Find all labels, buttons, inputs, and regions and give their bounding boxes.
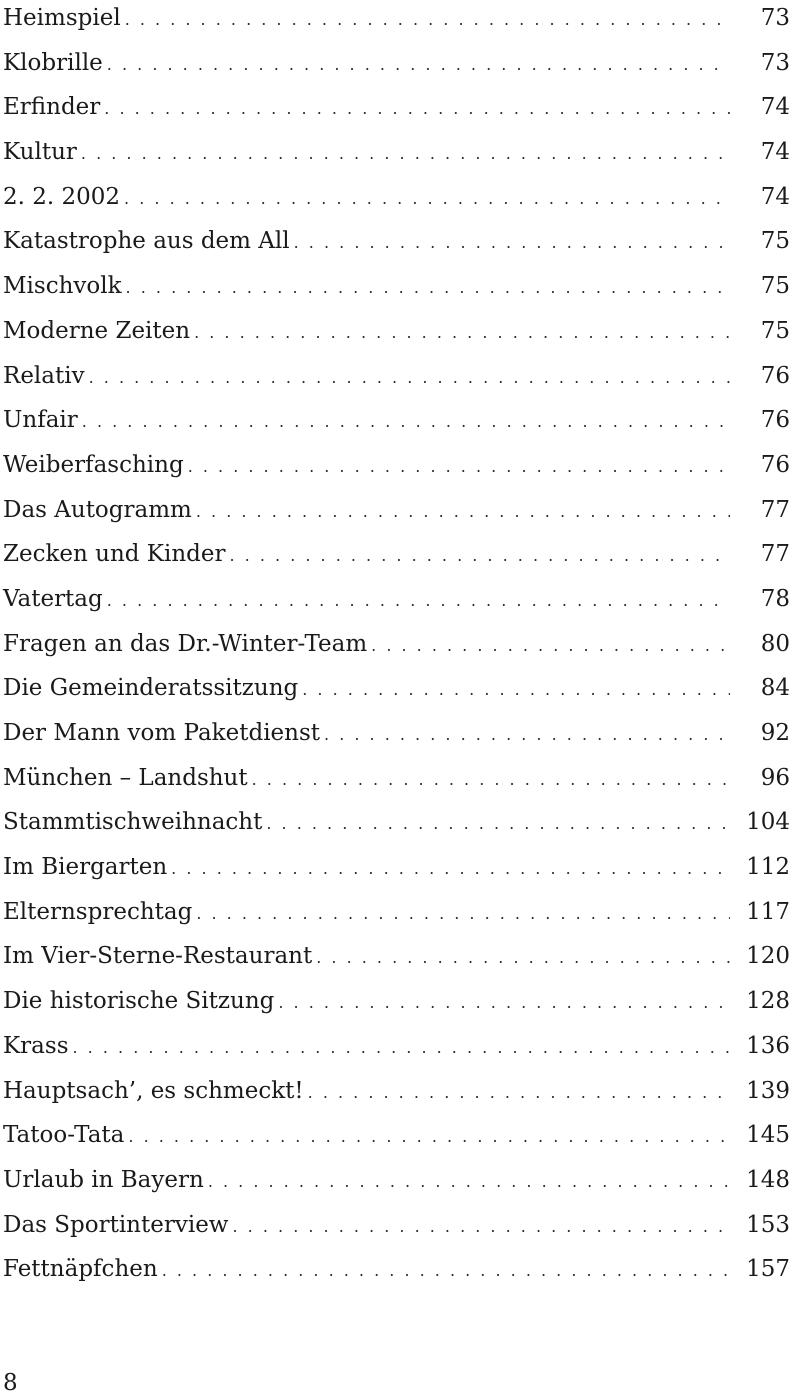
entry-title: Zecken und Kinder (3, 541, 226, 568)
entry-page-number: 136 (746, 1032, 790, 1059)
entry-page-number: 78 (760, 585, 790, 612)
dot-leader (104, 90, 730, 127)
entry-title: Das Sportinterview (3, 1211, 229, 1238)
dot-leader (128, 1118, 730, 1155)
dot-leader (266, 805, 730, 842)
entry-page-number: 76 (760, 362, 790, 389)
entry-page-number: 74 (760, 183, 790, 210)
toc-entry (3, 983, 790, 1028)
toc-entry (3, 581, 790, 626)
entry-page-number: 77 (760, 541, 790, 568)
toc-entry (3, 804, 790, 849)
toc-entry (3, 223, 790, 268)
entry-title: Heimspiel (3, 5, 121, 31)
toc-entry (3, 1207, 790, 1252)
toc-entry (3, 0, 790, 45)
entry-page-number: 73 (760, 5, 790, 31)
entry-title: Moderne Zeiten (3, 317, 191, 344)
entry-title: München – Landshut (3, 764, 248, 791)
entry-page-number: 153 (746, 1211, 790, 1238)
table-of-contents (3, 0, 790, 1296)
entry-title: Fragen an das Dr.-Winter-Team (3, 630, 368, 657)
toc-entry (3, 89, 790, 134)
dot-leader (308, 1074, 730, 1111)
entry-page-number: 117 (746, 898, 790, 925)
toc-entry (3, 1117, 790, 1162)
page-number: 8 (3, 1370, 18, 1396)
entry-title: Fettnäpfchen (3, 1256, 158, 1283)
dot-leader (107, 46, 730, 83)
entry-page-number: 128 (746, 988, 790, 1015)
entry-page-number: 145 (746, 1122, 790, 1149)
toc-entry (3, 1028, 790, 1073)
toc-entry (3, 938, 790, 983)
toc-entry (3, 715, 790, 760)
dot-leader (294, 224, 730, 261)
entry-page-number: 120 (746, 943, 790, 970)
entry-title: Erfinder (3, 94, 101, 121)
dot-leader (208, 1163, 730, 1200)
dot-leader (125, 1, 730, 38)
entry-title: Vatertag (3, 585, 103, 612)
dot-leader (89, 359, 730, 396)
entry-title: Kultur (3, 139, 77, 166)
dot-leader (278, 984, 730, 1021)
toc-entry (3, 313, 790, 358)
toc-entry (3, 268, 790, 313)
entry-page-number: 92 (760, 720, 790, 746)
dot-leader (124, 180, 730, 217)
entry-title: Stammtischweihnacht (3, 809, 263, 836)
entry-page-number: 139 (746, 1077, 790, 1104)
dot-leader (316, 939, 730, 976)
entry-title: Im Vier-Sterne-Restaurant (3, 943, 313, 970)
entry-page-number: 74 (760, 94, 790, 121)
dot-leader (196, 493, 730, 530)
toc-entry (3, 1073, 790, 1118)
dot-leader (81, 135, 730, 172)
entry-page-number: 74 (760, 139, 790, 166)
entry-page-number: 76 (760, 407, 790, 434)
entry-page-number: 73 (760, 49, 790, 76)
dot-leader (126, 269, 730, 306)
dot-leader (196, 895, 730, 932)
toc-entry (3, 358, 790, 403)
toc-entry (3, 402, 790, 447)
entry-title: Katastrophe aus dem All (3, 228, 290, 255)
entry-title: Die Gemeinderatssitzung (3, 675, 299, 702)
dot-leader (82, 403, 730, 440)
toc-entry (3, 849, 790, 894)
toc-entry (3, 894, 790, 939)
entry-page-number: 148 (746, 1166, 790, 1193)
entry-page-number: 75 (760, 317, 790, 344)
dot-leader (233, 1208, 731, 1245)
dot-leader (188, 448, 730, 485)
entry-title: Elternsprechtag (3, 898, 193, 925)
dot-leader (371, 627, 730, 664)
dot-leader (107, 582, 730, 619)
entry-title: Relativ (3, 362, 85, 389)
dot-leader (171, 850, 730, 887)
entry-title: Der Mann vom Paketdienst (3, 720, 321, 746)
entry-page-number: 84 (760, 675, 790, 702)
entry-page-number: 104 (746, 809, 790, 836)
dot-leader (230, 537, 731, 574)
entry-title: Urlaub in Bayern (3, 1166, 204, 1193)
entry-title: Krass (3, 1032, 69, 1059)
toc-entry (3, 179, 790, 224)
dot-leader (324, 716, 730, 753)
entry-title: Im Biergarten (3, 854, 168, 881)
entry-title: Mischvolk (3, 273, 122, 300)
entry-title: Klobrille (3, 49, 103, 76)
entry-title: Unfair (3, 407, 78, 434)
toc-entry (3, 492, 790, 537)
toc-entry (3, 670, 790, 715)
entry-page-number: 112 (746, 854, 790, 881)
dot-leader (162, 1252, 730, 1289)
entry-page-number: 80 (760, 630, 790, 657)
entry-title: Weiberfasching (3, 451, 184, 478)
dot-leader (73, 1029, 731, 1066)
entry-title: 2. 2. 2002 (3, 183, 121, 210)
entry-page-number: 76 (760, 451, 790, 478)
entry-title: Das Autogramm (3, 496, 192, 523)
dot-leader (194, 314, 730, 351)
dot-leader (302, 671, 730, 708)
entry-page-number: 75 (760, 228, 790, 255)
toc-entry (3, 1251, 790, 1296)
toc-entry (3, 45, 790, 90)
entry-title: Die historische Sitzung (3, 988, 275, 1015)
toc-entry (3, 626, 790, 671)
entry-title: Tatoo-Tata (3, 1122, 125, 1149)
toc-entry (3, 447, 790, 492)
entry-title: Hauptsach’, es schmeckt! (3, 1077, 304, 1104)
toc-entry (3, 134, 790, 179)
toc-entry (3, 1162, 790, 1207)
toc-entry (3, 760, 790, 805)
entry-page-number: 75 (760, 273, 790, 300)
entry-page-number: 77 (760, 496, 790, 523)
entry-page-number: 96 (760, 764, 790, 791)
dot-leader (252, 761, 730, 798)
entry-page-number: 157 (746, 1256, 790, 1283)
toc-entry (3, 536, 790, 581)
